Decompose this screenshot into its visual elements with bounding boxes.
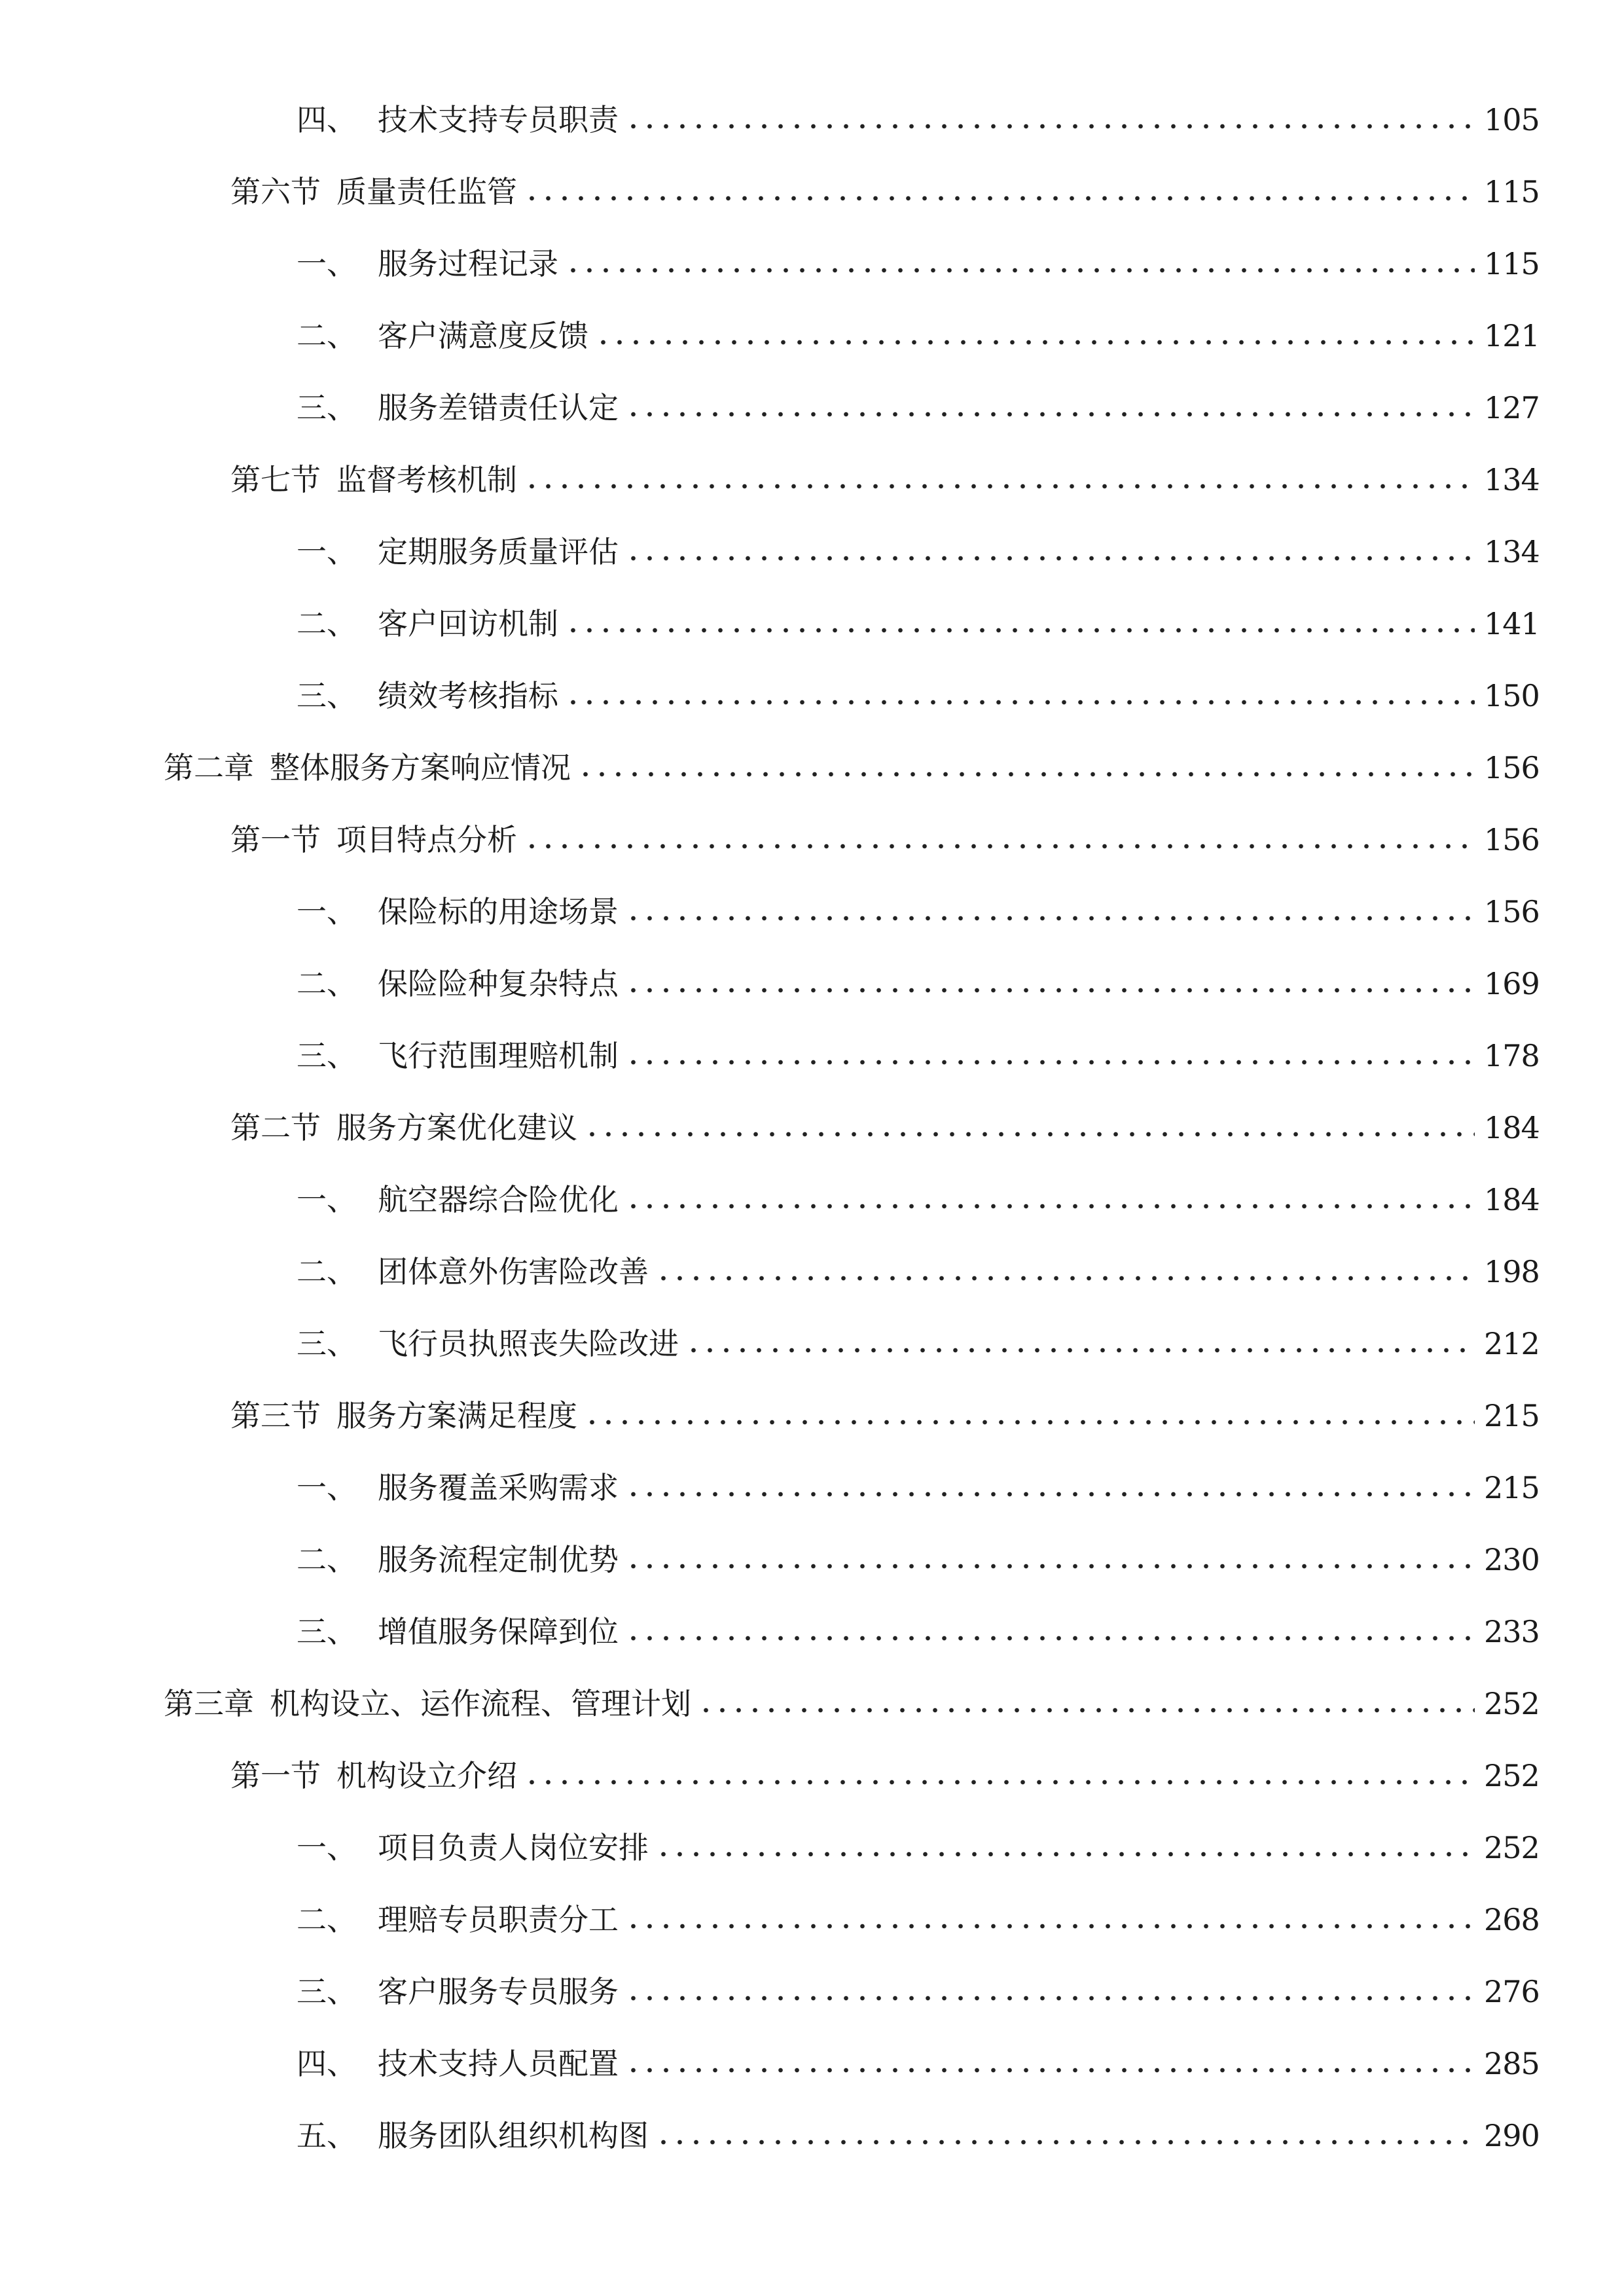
- entry-page-number: 121: [1484, 318, 1540, 353]
- entry-title: 定期服务质量评估: [378, 534, 619, 569]
- entry-title: 服务过程记录: [378, 246, 558, 281]
- entry-title: 服务流程定制优势: [378, 1542, 619, 1577]
- entry-title: 项目负责人岗位安排: [378, 1830, 649, 1865]
- toc-entry[interactable]: [297, 1246, 1539, 1298]
- dot-leader: [625, 986, 1475, 994]
- entry-page-number: 156: [1484, 822, 1540, 857]
- entry-page-number: 215: [1484, 1398, 1540, 1433]
- dot-leader: [655, 1274, 1475, 1282]
- dot-leader: [655, 2138, 1475, 2146]
- toc-entry[interactable]: [297, 238, 1539, 290]
- entry-title: 客户满意度反馈: [378, 318, 588, 353]
- entry-page-number: 230: [1484, 1542, 1540, 1577]
- toc-entry[interactable]: [230, 1749, 1539, 1802]
- dot-leader: [524, 1778, 1475, 1786]
- dot-leader: [524, 842, 1475, 850]
- dot-leader: [625, 1058, 1475, 1066]
- entry-page-number: 156: [1484, 750, 1540, 785]
- entry-number: 三、: [297, 1326, 357, 1361]
- entry-title: 质量责任监管: [336, 174, 517, 209]
- toc-entry[interactable]: [297, 886, 1539, 938]
- entry-page-number: 212: [1484, 1326, 1540, 1361]
- toc-entry[interactable]: [297, 958, 1539, 1010]
- entry-number: 一、: [297, 534, 357, 569]
- entry-title: 服务方案满足程度: [336, 1398, 577, 1433]
- toc-entry[interactable]: [297, 1965, 1539, 2018]
- entry-title: 理赔专员职责分工: [378, 1902, 619, 1937]
- dot-leader: [625, 914, 1475, 922]
- entry-page-number: 276: [1484, 1974, 1540, 2009]
- entry-title: 整体服务方案响应情况: [270, 750, 571, 785]
- toc-entry[interactable]: [297, 598, 1539, 650]
- dot-leader: [565, 626, 1475, 634]
- entry-title: 服务覆盖采购需求: [378, 1470, 619, 1505]
- entry-title: 客户服务专员服务: [378, 1974, 619, 2009]
- dot-leader: [565, 266, 1475, 274]
- entry-number: 二、: [297, 318, 357, 353]
- dot-leader: [625, 1562, 1475, 1570]
- toc-entry[interactable]: [297, 526, 1539, 578]
- entry-number: 第三章: [164, 1686, 254, 1721]
- entry-title: 飞行员执照丧失险改进: [378, 1326, 679, 1361]
- entry-number: 三、: [297, 678, 357, 713]
- toc-entry[interactable]: [230, 1390, 1539, 1442]
- entry-number: 一、: [297, 894, 357, 929]
- dot-leader: [584, 1418, 1475, 1426]
- entry-title: 团体意外伤害险改善: [378, 1254, 649, 1289]
- entry-number: 一、: [297, 246, 357, 281]
- entry-page-number: 252: [1484, 1830, 1540, 1865]
- entry-page-number: 184: [1484, 1182, 1540, 1217]
- dot-leader: [595, 338, 1475, 346]
- toc-entry[interactable]: [230, 166, 1539, 218]
- entry-title: 项目特点分析: [336, 822, 517, 857]
- dot-leader: [625, 410, 1475, 418]
- entry-title: 机构设立、运作流程、管理计划: [270, 1686, 691, 1721]
- toc-entry[interactable]: [297, 1462, 1539, 1514]
- dot-leader: [625, 2066, 1475, 2074]
- entry-number: 第三节: [230, 1398, 321, 1433]
- entry-page-number: 215: [1484, 1470, 1540, 1505]
- entry-page-number: 233: [1484, 1614, 1540, 1649]
- entry-title: 技术支持专员职责: [378, 102, 619, 137]
- entry-number: 四、: [297, 2046, 357, 2081]
- entry-page-number: 198: [1484, 1254, 1540, 1289]
- entry-page-number: 252: [1484, 1758, 1540, 1793]
- entry-page-number: 169: [1484, 966, 1540, 1001]
- dot-leader: [625, 1922, 1475, 1930]
- entry-page-number: 105: [1484, 102, 1540, 137]
- entry-page-number: 290: [1484, 2118, 1540, 2153]
- dot-leader: [584, 1130, 1475, 1138]
- entry-number: 二、: [297, 606, 357, 641]
- toc-entry[interactable]: [164, 1677, 1539, 1730]
- entry-title: 保险标的用途场景: [378, 894, 619, 929]
- entry-title: 增值服务保障到位: [378, 1614, 619, 1649]
- entry-page-number: 285: [1484, 2046, 1540, 2081]
- entry-page-number: 134: [1484, 462, 1540, 497]
- toc-entry[interactable]: [297, 1318, 1539, 1370]
- entry-page-number: 127: [1484, 390, 1540, 425]
- entry-number: 第二节: [230, 1110, 321, 1145]
- toc-entry[interactable]: [297, 382, 1539, 434]
- toc-entry[interactable]: [230, 454, 1539, 506]
- dot-leader: [625, 1994, 1475, 2002]
- entry-number: 第七节: [230, 462, 321, 497]
- entry-title: 技术支持人员配置: [378, 2046, 619, 2081]
- dot-leader: [577, 770, 1475, 778]
- dot-leader: [524, 482, 1475, 490]
- toc-entry[interactable]: [297, 1605, 1539, 1658]
- entry-page-number: 178: [1484, 1038, 1540, 1073]
- entry-number: 一、: [297, 1830, 357, 1865]
- entry-page-number: 252: [1484, 1686, 1540, 1721]
- entry-page-number: 268: [1484, 1902, 1540, 1937]
- entry-page-number: 150: [1484, 678, 1540, 713]
- entry-number: 三、: [297, 390, 357, 425]
- entry-number: 三、: [297, 1614, 357, 1649]
- dot-leader: [698, 1706, 1475, 1714]
- entry-page-number: 115: [1484, 174, 1540, 209]
- dot-leader: [625, 1490, 1475, 1498]
- entry-number: 四、: [297, 102, 357, 137]
- entry-title: 航空器综合险优化: [378, 1182, 619, 1217]
- entry-title: 监督考核机制: [336, 462, 517, 497]
- entry-page-number: 134: [1484, 534, 1540, 569]
- dot-leader: [655, 1850, 1475, 1858]
- toc-entry[interactable]: [297, 1030, 1539, 1082]
- toc-entry[interactable]: [297, 94, 1539, 146]
- toc-entry[interactable]: [297, 2109, 1539, 2162]
- toc-entry[interactable]: [297, 2037, 1539, 2090]
- toc-entry[interactable]: [297, 310, 1539, 362]
- toc-entry[interactable]: [164, 742, 1539, 794]
- entry-page-number: 115: [1484, 246, 1540, 281]
- dot-leader: [625, 1634, 1475, 1642]
- toc-entry[interactable]: [297, 1821, 1539, 1874]
- entry-number: 三、: [297, 1038, 357, 1073]
- entry-title: 客户回访机制: [378, 606, 558, 641]
- dot-leader: [625, 122, 1475, 130]
- dot-leader: [524, 194, 1475, 202]
- entry-number: 一、: [297, 1182, 357, 1217]
- entry-title: 飞行范围理赔机制: [378, 1038, 619, 1073]
- entry-title: 绩效考核指标: [378, 678, 558, 713]
- toc-entry[interactable]: [297, 1893, 1539, 1946]
- dot-leader: [685, 1346, 1475, 1354]
- entry-title: 机构设立介绍: [336, 1758, 517, 1793]
- entry-number: 五、: [297, 2118, 357, 2153]
- dot-leader: [625, 1202, 1475, 1210]
- dot-leader: [565, 698, 1475, 706]
- entry-number: 第一节: [230, 1758, 321, 1793]
- entry-number: 一、: [297, 1470, 357, 1505]
- entry-number: 第二章: [164, 750, 254, 785]
- entry-number: 二、: [297, 966, 357, 1001]
- entry-page-number: 156: [1484, 894, 1540, 929]
- entry-page-number: 184: [1484, 1110, 1540, 1145]
- entry-number: 第六节: [230, 174, 321, 209]
- entry-page-number: 141: [1484, 606, 1540, 641]
- dot-leader: [625, 554, 1475, 562]
- toc-entry[interactable]: [230, 814, 1539, 866]
- entry-number: 第一节: [230, 822, 321, 857]
- toc-entry[interactable]: [297, 1534, 1539, 1586]
- toc-entry[interactable]: [297, 1174, 1539, 1226]
- toc-entry[interactable]: [230, 1102, 1539, 1154]
- entry-title: 服务团队组织机构图: [378, 2118, 649, 2153]
- entry-number: 二、: [297, 1542, 357, 1577]
- entry-number: 三、: [297, 1974, 357, 2009]
- toc-entry[interactable]: [297, 670, 1539, 722]
- entry-number: 二、: [297, 1902, 357, 1937]
- entry-number: 二、: [297, 1254, 357, 1289]
- entry-title: 服务方案优化建议: [336, 1110, 577, 1145]
- entry-title: 保险险种复杂特点: [378, 966, 619, 1001]
- entry-title: 服务差错责任认定: [378, 390, 619, 425]
